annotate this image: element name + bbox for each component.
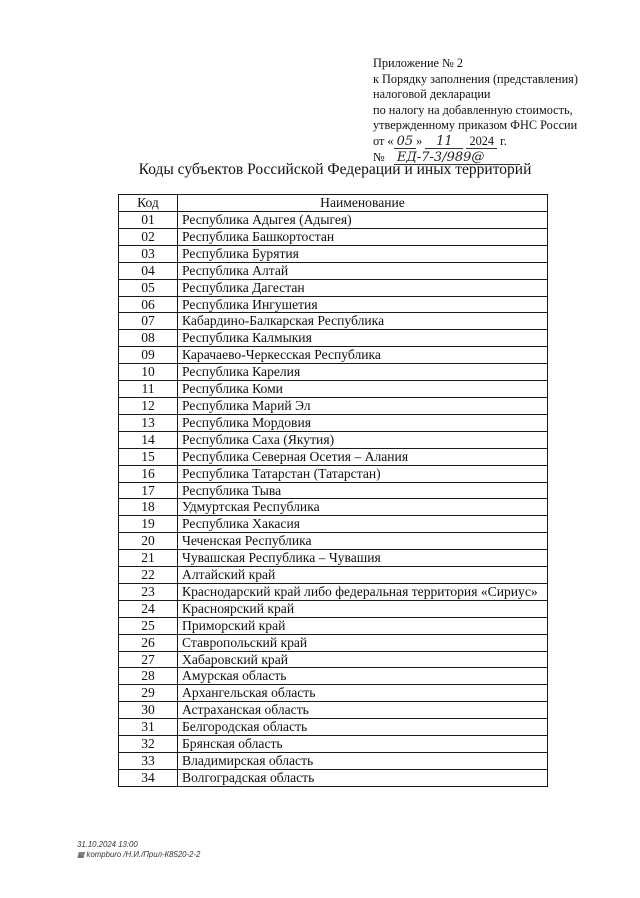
region-name: Республика Калмыкия xyxy=(178,330,548,347)
table-row xyxy=(119,769,548,786)
region-code: 24 xyxy=(119,600,178,617)
region-code: 01 xyxy=(119,212,178,229)
region-name: Республика Алтай xyxy=(178,262,548,279)
region-name: Республика Карелия xyxy=(178,364,548,381)
region-code: 21 xyxy=(119,550,178,567)
page-title: Коды субъектов Российской Федерации и иных территорий xyxy=(138,161,532,178)
region-name: Краснодарский край либо федеральная территория «Сириус» xyxy=(178,583,548,600)
table-row xyxy=(119,685,548,702)
region-name: Удмуртская Республика xyxy=(178,499,548,516)
table-row xyxy=(119,567,548,584)
region-name: Республика Адыгея (Адыгея) xyxy=(178,212,548,229)
region-name: Карачаево-Черкесская Республика xyxy=(178,347,548,364)
table-row xyxy=(119,736,548,753)
table-row xyxy=(119,719,548,736)
region-code: 25 xyxy=(119,617,178,634)
table-row xyxy=(119,499,548,516)
region-code: 29 xyxy=(119,685,178,702)
table-row xyxy=(119,228,548,245)
regions-table xyxy=(118,194,548,787)
region-name: Хабаровский край xyxy=(178,651,548,668)
region-name: Архангельская область xyxy=(178,685,548,702)
table-row xyxy=(119,279,548,296)
region-code: 28 xyxy=(119,668,178,685)
region-code: 05 xyxy=(119,279,178,296)
region-name: Алтайский край xyxy=(178,567,548,584)
table-header-row xyxy=(119,195,548,212)
table-row xyxy=(119,364,548,381)
region-code: 17 xyxy=(119,482,178,499)
region-name: Амурская область xyxy=(178,668,548,685)
region-code: 33 xyxy=(119,753,178,770)
region-code: 32 xyxy=(119,736,178,753)
region-name: Владимирская область xyxy=(178,753,548,770)
region-code: 06 xyxy=(119,296,178,313)
table-row xyxy=(119,262,548,279)
region-code: 14 xyxy=(119,431,178,448)
region-code: 12 xyxy=(119,397,178,414)
region-code: 23 xyxy=(119,583,178,600)
date-mid: » xyxy=(416,133,423,148)
header-name: Наименование xyxy=(178,195,548,212)
region-name: Астраханская область xyxy=(178,702,548,719)
region-name: Ставропольский край xyxy=(178,634,548,651)
appendix-date-line xyxy=(373,134,635,150)
table-row xyxy=(119,617,548,634)
region-name: Республика Хакасия xyxy=(178,516,548,533)
region-name: Республика Татарстан (Татарстан) xyxy=(178,465,548,482)
region-code: 18 xyxy=(119,499,178,516)
region-name: Приморский край xyxy=(178,617,548,634)
region-name: Республика Мордовия xyxy=(178,414,548,431)
region-code: 13 xyxy=(119,414,178,431)
region-name: Республика Северная Осетия – Алания xyxy=(178,448,548,465)
region-code: 27 xyxy=(119,651,178,668)
region-name: Республика Марий Эл xyxy=(178,397,548,414)
appendix-line-4: по налогу на добавленную стоимость, xyxy=(373,102,573,117)
region-name: Республика Саха (Якутия) xyxy=(178,431,548,448)
region-name: Республика Бурятия xyxy=(178,245,548,262)
region-code: 34 xyxy=(119,769,178,786)
region-name: Чеченская Республика xyxy=(178,533,548,550)
table-row xyxy=(119,465,548,482)
table-row xyxy=(119,397,548,414)
table-row xyxy=(119,313,548,330)
appendix-header xyxy=(373,56,635,165)
date-day: 05 xyxy=(394,135,417,149)
region-code: 16 xyxy=(119,465,178,482)
table-row xyxy=(119,702,548,719)
region-code: 31 xyxy=(119,719,178,736)
region-name: Республика Тыва xyxy=(178,482,548,499)
table-row xyxy=(119,533,548,550)
appendix-line-2: к Порядку заполнения (представления) xyxy=(373,71,578,86)
table-row xyxy=(119,753,548,770)
region-name: Брянская область xyxy=(178,736,548,753)
region-code: 30 xyxy=(119,702,178,719)
region-name: Республика Ингушетия xyxy=(178,296,548,313)
table-row xyxy=(119,550,548,567)
footer-timestamp: 31.10.2024 13:00 xyxy=(77,840,138,849)
table-row xyxy=(119,516,548,533)
header-code: Код xyxy=(119,195,178,212)
file-icon: ▦ xyxy=(77,850,85,859)
region-name: Кабардино-Балкарская Республика xyxy=(178,313,548,330)
table-row xyxy=(119,296,548,313)
region-code: 15 xyxy=(119,448,178,465)
order-number: ЕД-7-3/989@ xyxy=(394,151,520,165)
region-name: Белгородская область xyxy=(178,719,548,736)
footer-file-path xyxy=(77,850,200,860)
region-name: Красноярский край xyxy=(178,600,548,617)
region-code: 02 xyxy=(119,228,178,245)
region-code: 19 xyxy=(119,516,178,533)
region-code: 11 xyxy=(119,381,178,398)
table-row xyxy=(119,482,548,499)
table-row xyxy=(119,600,548,617)
region-name: Волгоградская область xyxy=(178,769,548,786)
table-row xyxy=(119,245,548,262)
table-row xyxy=(119,431,548,448)
region-code: 03 xyxy=(119,245,178,262)
region-code: 26 xyxy=(119,634,178,651)
region-code: 04 xyxy=(119,262,178,279)
table-row xyxy=(119,212,548,229)
region-name: Республика Дагестан xyxy=(178,279,548,296)
date-suffix: г. xyxy=(500,133,507,148)
date-year: 2024 xyxy=(466,135,497,149)
table-row xyxy=(119,414,548,431)
region-code: 20 xyxy=(119,533,178,550)
region-code: 10 xyxy=(119,364,178,381)
table-row xyxy=(119,651,548,668)
number-label: № xyxy=(373,149,385,164)
date-prefix: от « xyxy=(373,133,394,148)
table-row xyxy=(119,347,548,364)
table-row xyxy=(119,634,548,651)
region-name: Республика Башкортостан xyxy=(178,228,548,245)
date-month: 11 xyxy=(425,135,463,149)
region-code: 22 xyxy=(119,567,178,584)
region-code: 09 xyxy=(119,347,178,364)
region-code: 08 xyxy=(119,330,178,347)
document-footer xyxy=(77,840,200,860)
table-row xyxy=(119,583,548,600)
region-name: Чувашская Республика – Чувашия xyxy=(178,550,548,567)
table-row xyxy=(119,448,548,465)
appendix-line-5: утвержденному приказом ФНС России xyxy=(373,118,578,133)
region-name: Республика Коми xyxy=(178,381,548,398)
footer-file-path-text: kompburo /Н.И./Прил-К8520-2-2 xyxy=(86,850,201,859)
table-row xyxy=(119,668,548,685)
table-row xyxy=(119,381,548,398)
table-row xyxy=(119,330,548,347)
appendix-line-3: налоговой декларации xyxy=(373,87,491,102)
appendix-line-1: Приложение № 2 xyxy=(373,56,464,70)
region-code: 07 xyxy=(119,313,178,330)
